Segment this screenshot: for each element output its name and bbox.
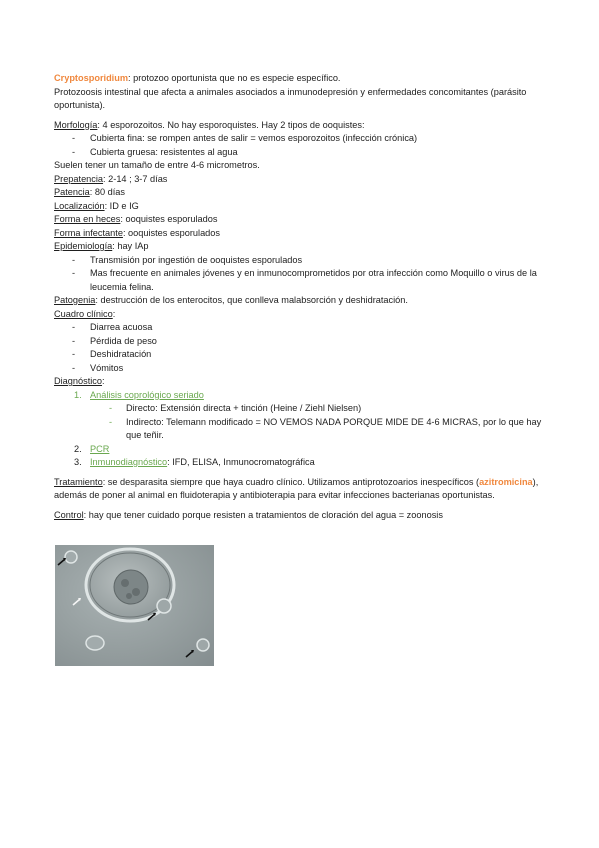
patencia-line: Patencia: 80 días xyxy=(54,187,126,197)
arrow-icon xyxy=(58,559,65,565)
heces-line: Forma en heces: ooquistes esporulados xyxy=(54,214,218,224)
control-line: Control: hay que tener cuidado porque resisten a tratamientos de cloración del agua = zoonosis xyxy=(54,509,443,520)
tratamiento-paragraph: Tratamiento: se desparasita siempre que haya cuadro clínico. Utilizamos antiprotozoarios inespecíficos (azitromicina), además de poner al animal en fluidoterapia y antibioterapia para evitar infecciones bacterianas oportunistas. xyxy=(54,476,539,500)
sub-list-item: - Directo: Extensión directa + tinción (Heine / Ziehl Nielsen) xyxy=(109,403,362,413)
title-line: Cryptosporidium: protozoo oportunista que no es especie específico. xyxy=(54,73,341,83)
morfologia-line: Morfología: 4 esporozoitos. No hay esporoquistes. Hay 2 tipos de ooquistes: xyxy=(54,119,365,130)
list-item: - Vómitos xyxy=(72,362,124,373)
list-item: - Cubierta fina: se rompen antes de salir = vemos esporozoitos (infección crónica) xyxy=(72,133,418,143)
size-line: Suelen tener un tamaño de entre 4-6 micrometros. xyxy=(54,160,260,170)
list-item: - Transmisión por ingestión de ooquistes esporulados xyxy=(72,254,303,265)
patogenia-line: Patogenia: destrucción de los enterocitos, que conlleva malabsorción y deshidratación. xyxy=(54,295,408,305)
list-item: - Deshidratación xyxy=(72,349,152,359)
prepatencia-line: Prepatencia: 2-14 ; 3-7 días xyxy=(54,173,168,184)
numbered-item: 1. Análisis coprológico seriado xyxy=(74,389,204,400)
infectante-line: Forma infectante: ooquistes esporulados xyxy=(54,227,220,238)
title-term: Cryptosporidium xyxy=(54,73,129,83)
list-item: - Cubierta gruesa: resistentes al agua xyxy=(72,146,238,157)
arrow-icon xyxy=(186,651,193,657)
arrow-icon xyxy=(73,599,80,605)
microscopy-image xyxy=(55,545,214,666)
list-item: - Pérdida de peso xyxy=(72,335,157,346)
intro-paragraph: Protozoosis intestinal que afecta a animales asociados a inmunodepresión y enfermedades concomitantes (parásito oportunista). xyxy=(54,86,527,110)
numbered-item: 2. PCR xyxy=(74,443,110,454)
sub-list-item: - Indirecto: Telemann modificado = NO VEMOS NADA PORQUE MIDE DE 4-6 MICRAS, por lo que hay que teñir. xyxy=(109,416,542,440)
list-item: - Mas frecuente en animales jóvenes y en inmunocomprometidos por otra infección como Moquillo o virus de la leucemia felina. xyxy=(72,268,537,292)
oocyst-micrograph xyxy=(55,545,214,666)
document-page xyxy=(54,72,549,522)
cuadro-line: Cuadro clínico: xyxy=(54,308,116,319)
localizacion-line: Localización: ID e IG xyxy=(54,200,139,211)
epidemiologia-line: Epidemiología: hay IAp xyxy=(54,241,149,251)
numbered-item: 3. Inmunodiagnóstico: IFD, ELISA, Inmunocromatográfica xyxy=(74,457,315,467)
list-item: - Diarrea acuosa xyxy=(72,322,153,332)
diagnostico-line: Diagnóstico: xyxy=(54,376,105,386)
